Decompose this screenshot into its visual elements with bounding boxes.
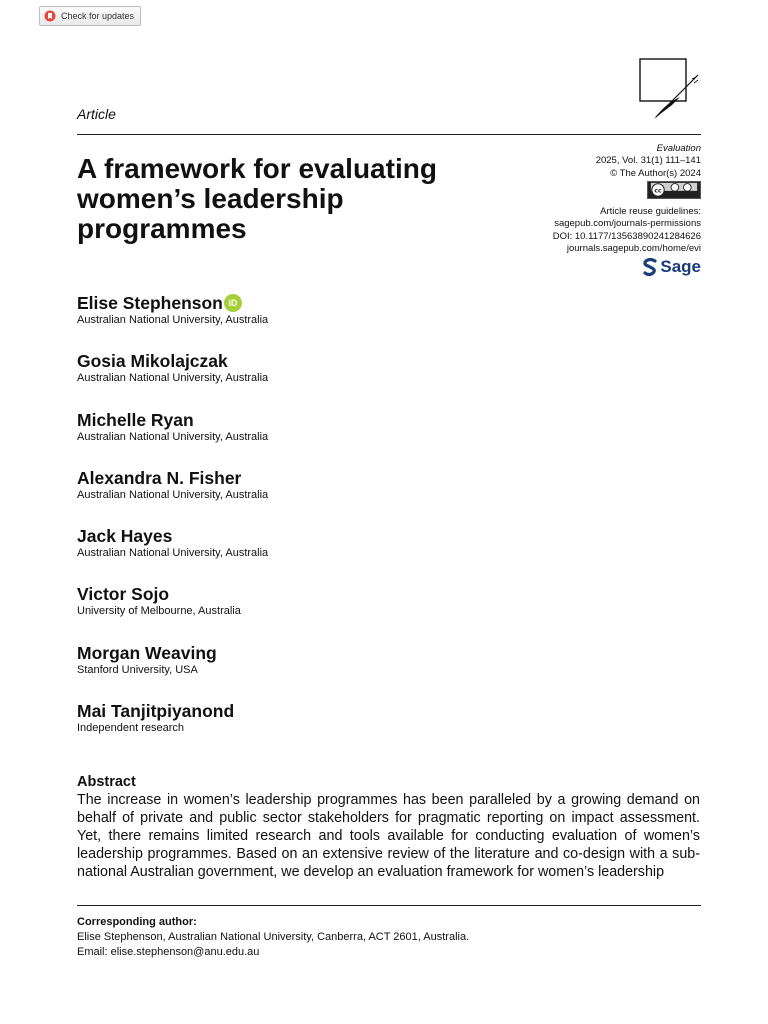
check-for-updates-button[interactable]	[39, 6, 141, 26]
author-affiliation: Australian National University, Australia	[77, 314, 269, 326]
author-affiliation: Australian National University, Australia	[77, 430, 269, 443]
author-affiliation: Australian National University, Australia	[77, 547, 269, 560]
author-affiliation: University of Melbourne, Australia	[77, 605, 241, 618]
author-entry	[77, 526, 268, 584]
footer-divider	[77, 905, 701, 906]
corresponding-author-address: Elise Stephenson, Australian National University, Canberra, ACT 2601, Australia.	[77, 931, 470, 943]
permissions-link[interactable]: sagepub.com/journals-permissions	[554, 218, 701, 230]
publisher-name: Sage	[660, 257, 701, 277]
author-name: Gosia Mikolajczak	[77, 351, 228, 372]
author-name: Elise Stephenson	[77, 293, 223, 313]
author-entry	[77, 410, 268, 468]
author-entry	[77, 293, 268, 351]
author-entry	[77, 351, 268, 409]
author-affiliation: Independent research	[77, 722, 185, 735]
author-name: Morgan Weaving	[77, 642, 217, 663]
corresponding-author-heading: Corresponding author:	[77, 916, 197, 928]
author-affiliation: Stanford University, USA	[77, 663, 198, 676]
journal-logo	[636, 57, 702, 121]
reuse-guidelines-label: Article reuse guidelines:	[600, 206, 701, 218]
author-name: Michelle Ryan	[77, 409, 194, 430]
check-for-updates-label: Check for updates	[61, 11, 135, 21]
publication-meta	[481, 143, 701, 281]
abstract-section	[77, 773, 700, 881]
svg-text:cc: cc	[654, 187, 662, 195]
corresponding-author-note	[77, 915, 701, 960]
sage-s-icon	[643, 258, 657, 276]
header-divider	[77, 134, 701, 135]
journal-home-link[interactable]: journals.sagepub.com/home/evi	[566, 243, 701, 255]
creative-commons-icon[interactable]	[647, 181, 701, 199]
sage-logo	[643, 258, 701, 276]
corresponding-author-email[interactable]: Email: elise.stephenson@anu.edu.au	[77, 946, 260, 958]
author-entry	[77, 584, 268, 642]
article-title: A framework for evaluating women’s leadership programmes	[77, 153, 437, 244]
author-name: Jack Hayes	[77, 526, 173, 547]
abstract-text: The increase in women’s leadership programmes has been paralleled by a growing demand on behalf of private and public sector stakeholders for pragmatic reporting on impact assessment. Yet, there remains limited research and tools available for conducting evaluation of women’s leadership programmes. Based on an extensive review of the literature and co-design with a sub-national Australian government, we develop an evaluation framework for women’s leadership	[77, 792, 700, 880]
copyright-line: © The Author(s) 2024	[610, 167, 701, 179]
author-list	[77, 293, 268, 759]
doi[interactable]: DOI: 10.1177/13563890241284626	[552, 230, 701, 242]
author-entry	[77, 468, 268, 526]
author-affiliation: Australian National University, Australia	[77, 372, 269, 385]
author-name: Mai Tanjitpiyanond	[77, 701, 235, 722]
abstract-heading: Abstract	[77, 774, 136, 790]
author-name: Alexandra N. Fisher	[77, 467, 242, 488]
author-name: Victor Sojo	[77, 584, 170, 605]
author-entry	[77, 701, 268, 759]
volume-info: 2025, Vol. 31(1) 111–141	[595, 155, 701, 167]
journal-name: Evaluation	[656, 143, 701, 154]
bookmark-icon	[44, 10, 56, 22]
article-type-label: Article	[77, 106, 116, 122]
author-affiliation: Australian National University, Australia	[77, 488, 269, 501]
orcid-icon[interactable]: iD	[224, 294, 242, 312]
author-entry	[77, 643, 268, 701]
